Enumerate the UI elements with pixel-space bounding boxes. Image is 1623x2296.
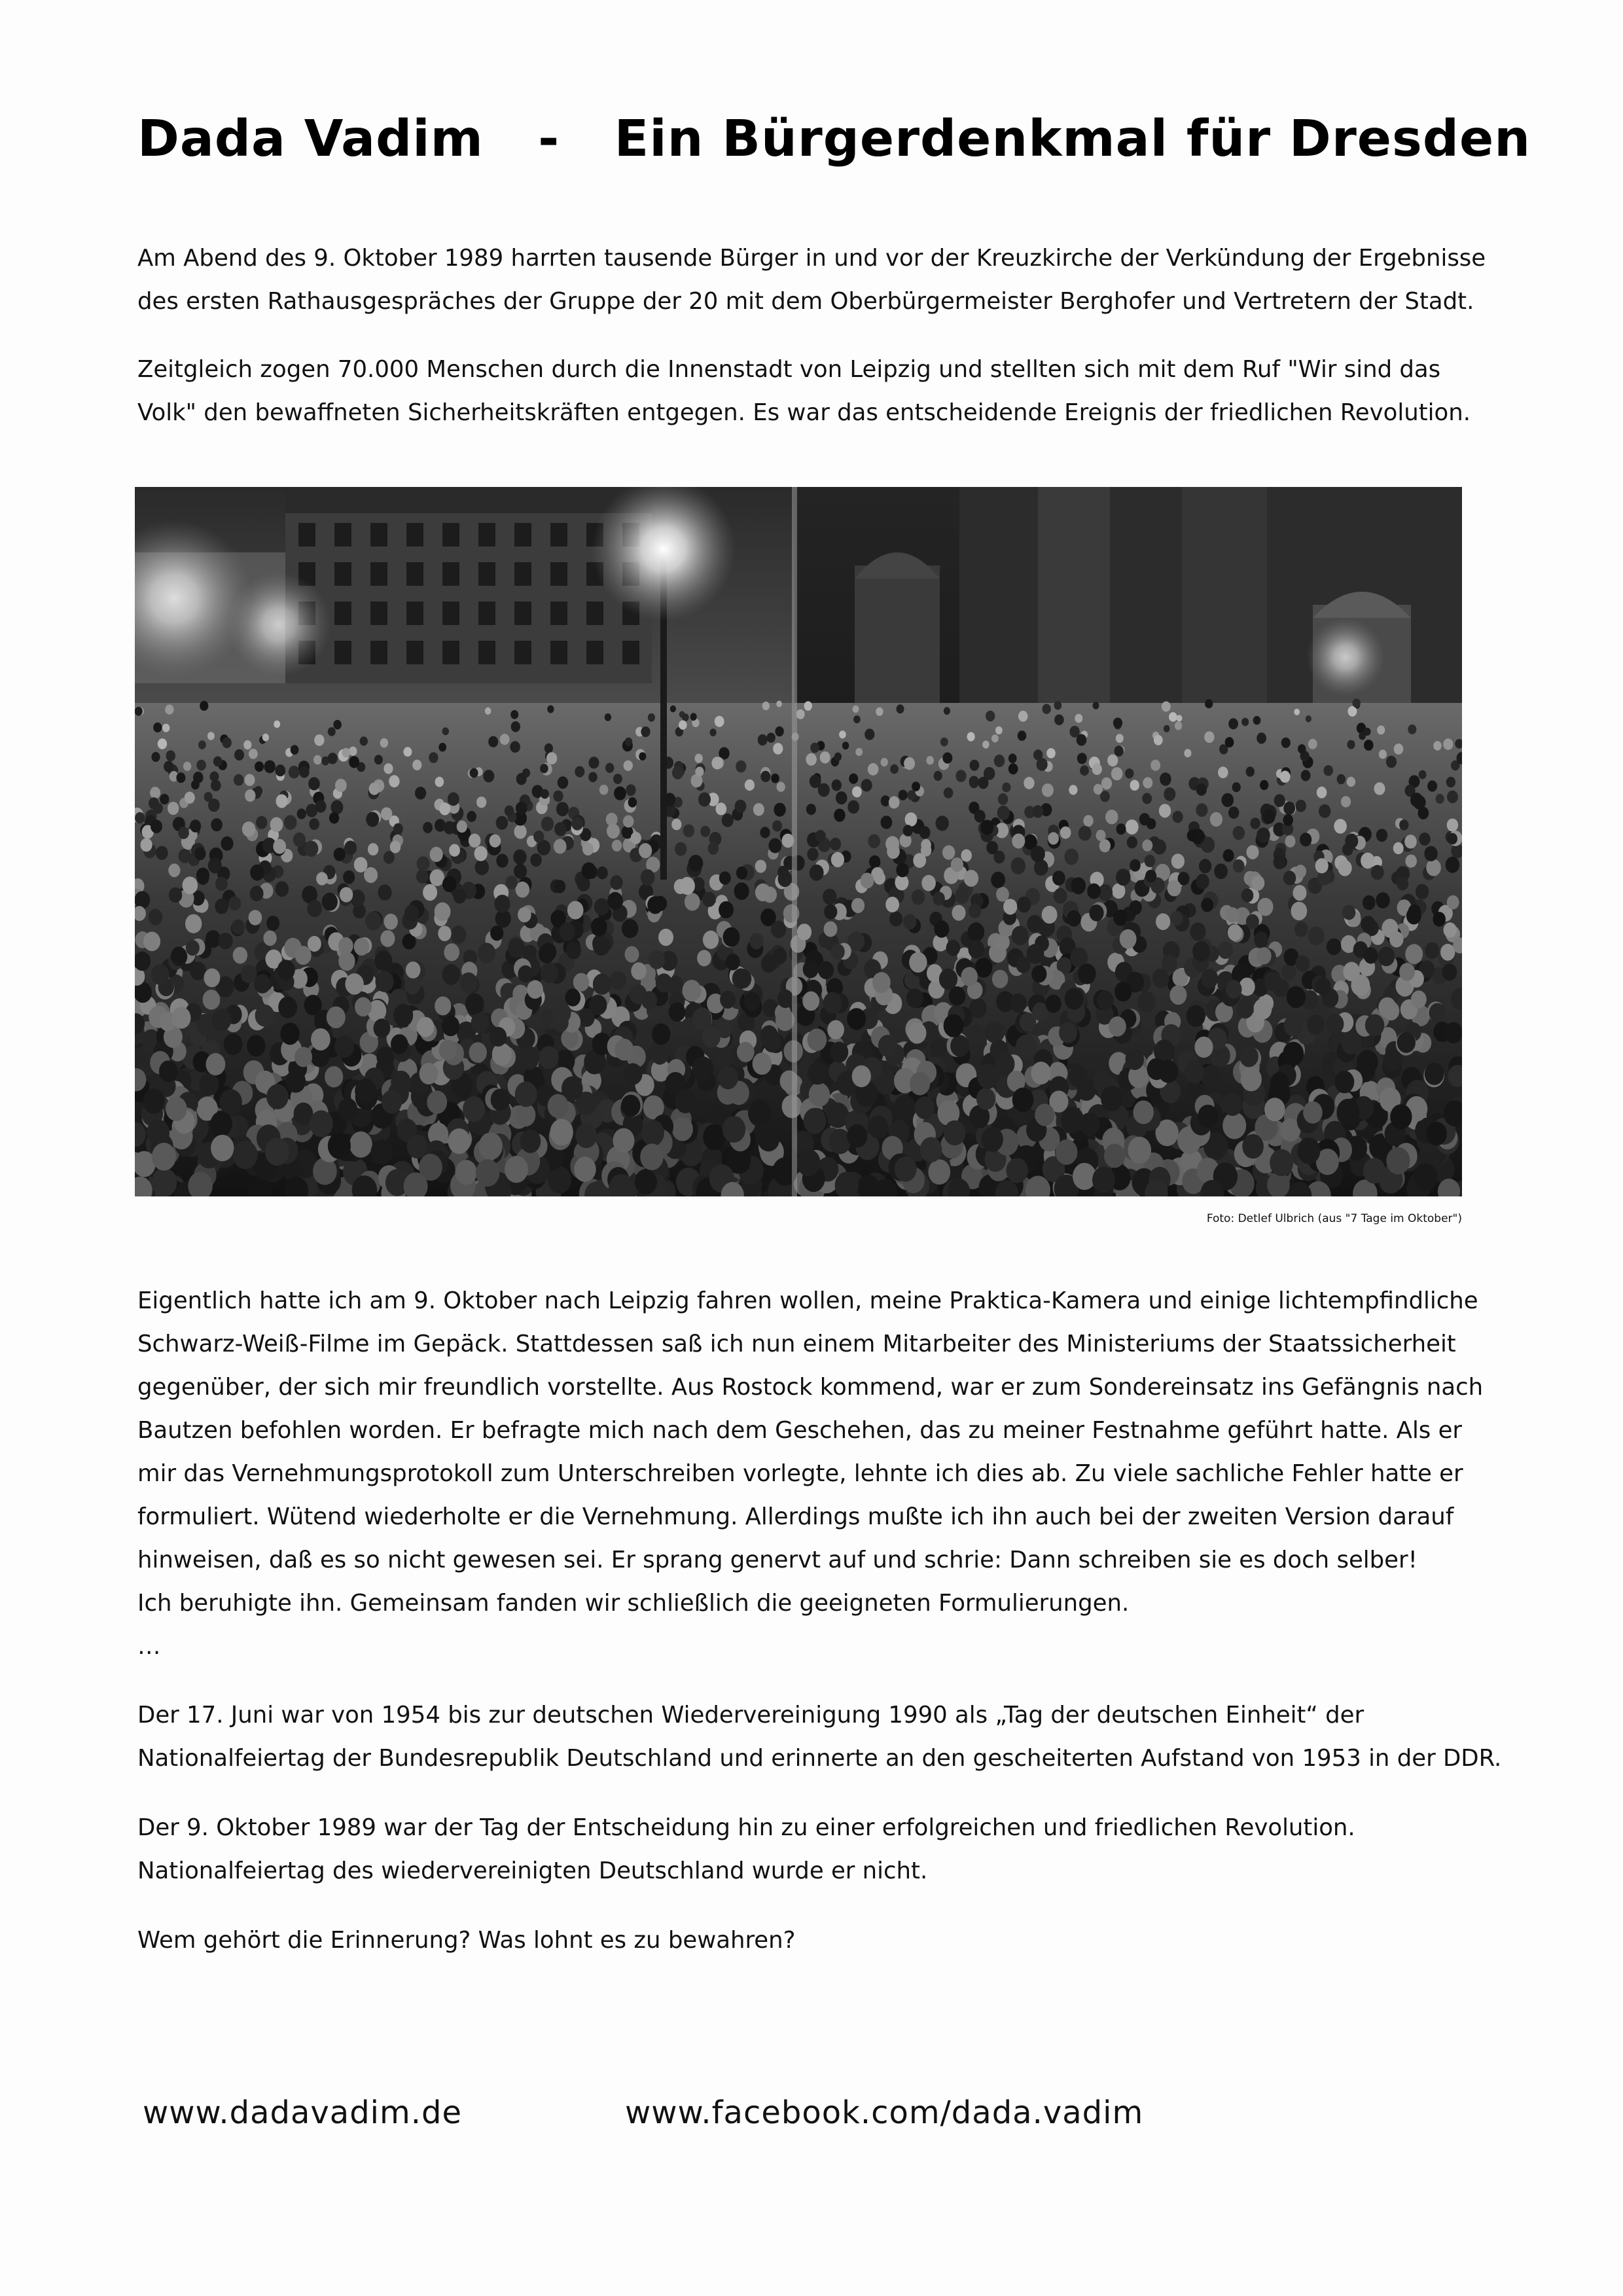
closing-paragraph-2 [137, 1806, 1512, 1893]
text-line: hinweisen, daß es so nicht gewesen sei. Er sprang genervt auf und schrie: Dann schreiben sie es doch selber! [137, 1547, 1418, 1573]
text-line: Wem gehört die Erinnerung? Was lohnt es zu bewahren? [137, 1927, 796, 1954]
text-line: Eigentlich hatte ich am 9. Oktober nach Leipzig fahren wollen, meine Praktica-Kamera und einige lichtempfindliche [137, 1287, 1478, 1314]
text-line: gegenüber, der sich mir freundlich vorstellte. Aus Rostock kommend, war er zum Sondereinsatz ins Gefängnis nach [137, 1374, 1484, 1401]
text-line: Ich beruhigte ihn. Gemeinsam fanden wir schließlich die geeigneten Formulierungen. [137, 1590, 1130, 1617]
page-title: Dada Vadim - Ein Bürgerdenkmal für Dresden [137, 110, 1531, 168]
text-line: formuliert. Wütend wiederholte er die Vernehmung. Allerdings mußte ich ihn auch bei der zweiten Version darauf [137, 1503, 1454, 1530]
text-line: Nationalfeiertag des wiedervereinigten Deutschland wurde er nicht. [137, 1857, 928, 1884]
text-line: Nationalfeiertag der Bundesrepublik Deutschland und erinnerte an den gescheiterten Aufstand von 1953 in der DDR. [137, 1745, 1502, 1772]
text-line: Schwarz-Weiß-Filme im Gepäck. Stattdessen saß ich nun einem Mitarbeiter des Ministeriums der Staatssicherheit [137, 1331, 1456, 1357]
intro-paragraph-1 [137, 237, 1512, 323]
crowd-photo [135, 487, 1462, 1196]
facebook-link[interactable]: www.facebook.com/dada.vadim [625, 2094, 1144, 2131]
closing-question [137, 1919, 1512, 1962]
text-line: Der 9. Oktober 1989 war der Tag der Entscheidung hin zu einer erfolgreichen und friedlichen Revolution. [137, 1814, 1355, 1841]
intro-paragraph-2 [137, 348, 1512, 435]
text-line: mir das Vernehmungsprotokoll zum Unterschreiben vorlegte, lehnte ich dies ab. Zu viele sachliche Fehler hatte er [137, 1460, 1463, 1487]
text-line: Bautzen befohlen worden. Er befragte mich nach dem Geschehen, das zu meiner Festnahme geführt hatte. Als er [137, 1417, 1463, 1444]
text-line: Zeitgleich zogen 70.000 Menschen durch die Innenstadt von Leipzig und stellten sich mit dem Ruf "Wir sind das [137, 356, 1441, 383]
website-link[interactable]: www.dadavadim.de [143, 2094, 463, 2131]
text-line: Der 17. Juni war von 1954 bis zur deutschen Wiedervereinigung 1990 als „Tag der deutschen Einheit“ der [137, 1702, 1364, 1729]
text-line: des ersten Rathausgespräches der Gruppe der 20 mit dem Oberbürgermeister Berghofer und Vertretern der Stadt. [137, 288, 1474, 315]
text-line: … [137, 1633, 161, 1660]
text-line: Am Abend des 9. Oktober 1989 harrten tausende Bürger in und vor der Kreuzkirche der Verkündung der Ergebnisse [137, 245, 1486, 272]
story-paragraph [137, 1280, 1512, 1668]
closing-paragraph-1 [137, 1694, 1512, 1780]
text-line: Volk" den bewaffneten Sicherheitskräften entgegen. Es war das entscheidende Ereignis der friedlichen Revolution. [137, 399, 1471, 426]
photo-caption: Foto: Detlef Ulbrich (aus "7 Tage im Oktober") [1206, 1212, 1462, 1225]
